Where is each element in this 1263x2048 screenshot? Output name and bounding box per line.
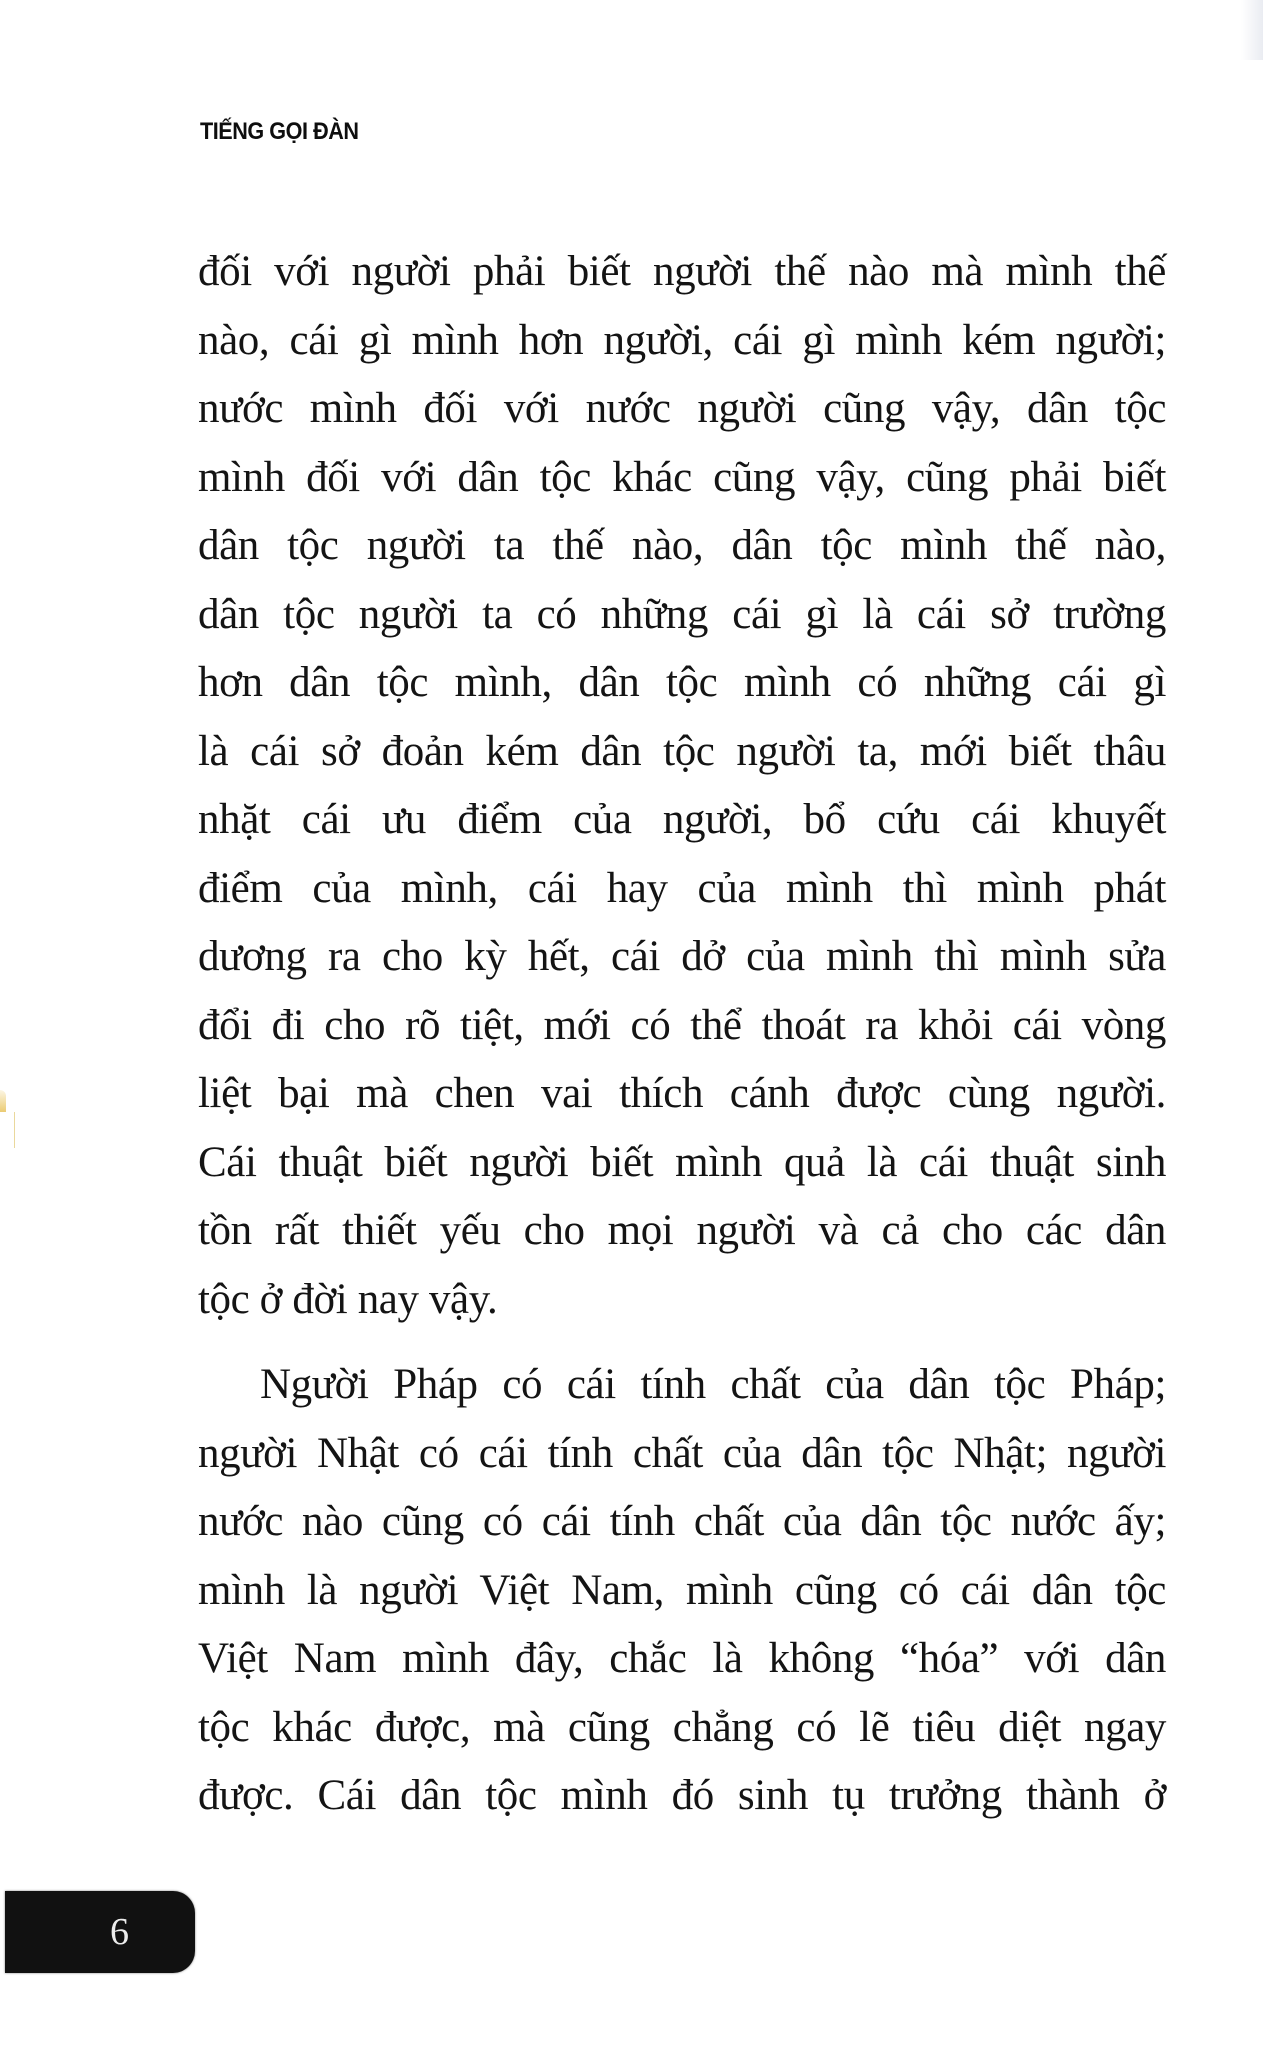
- text-line: Cái thuật biết người biết mình quả là cái thuật sinh: [198, 1138, 1166, 1186]
- text-line: nhặt cái ưu điểm của người, bổ cứu cái khuyết: [198, 796, 1166, 843]
- text-line: người Nhật có cái tính chất của dân tộc Nhật; người: [198, 1429, 1166, 1477]
- page-number: 6: [110, 1911, 129, 1953]
- text-line: hơn dân tộc mình, dân tộc mình có những cái gì: [198, 659, 1166, 706]
- text-line: nước nào cũng có cái tính chất của dân tộc nước ấy;: [198, 1498, 1166, 1545]
- text-line: dương ra cho kỳ hết, cái dở của mình thì mình sửa: [198, 933, 1166, 980]
- page-number-tab: [5, 1891, 195, 1973]
- text-line: dân tộc người ta có những cái gì là cái sở trường: [198, 590, 1166, 638]
- text-line: Người Pháp có cái tính chất của dân tộc Pháp;: [260, 1361, 1166, 1408]
- text-line: tộc khác được, mà cũng chẳng có lẽ tiêu diệt ngay: [198, 1703, 1166, 1751]
- page-edge-shadow: [1241, 0, 1263, 60]
- edge-line: [14, 1112, 15, 1148]
- text-line: nước mình đối với nước người cũng vậy, dân tộc: [198, 385, 1166, 432]
- body-text: [198, 238, 1166, 1831]
- text-line: nào, cái gì mình hơn người, cái gì mình kém người;: [198, 316, 1166, 364]
- paragraph-gap: [198, 1334, 1166, 1351]
- text-line: tộc ở đời nay vậy.: [198, 1275, 498, 1323]
- page-edge-marks: [0, 1090, 18, 1200]
- text-line: đổi đi cho rõ tiệt, mới có thể thoát ra khỏi cái vòng: [198, 1001, 1166, 1049]
- running-head: TIẾNG GỌI ĐÀN: [200, 118, 359, 145]
- paragraph-2: [198, 1351, 1166, 1831]
- text-line: điểm của mình, cái hay của mình thì mình phát: [198, 864, 1166, 912]
- text-line: là cái sở đoản kém dân tộc người ta, mới biết thâu: [198, 727, 1166, 775]
- text-line: mình đối với dân tộc khác cũng vậy, cũng phải biết: [198, 453, 1166, 501]
- text-line: được. Cái dân tộc mình đó sinh tụ trưởng thành ở: [198, 1772, 1166, 1819]
- paragraph-1: [198, 238, 1166, 1334]
- edge-stain: [0, 1090, 6, 1112]
- text-line: đối với người phải biết người thế nào mà mình thế: [198, 248, 1166, 295]
- text-line: liệt bại mà chen vai thích cánh được cùng người.: [198, 1070, 1166, 1117]
- text-line: mình là người Việt Nam, mình cũng có cái dân tộc: [198, 1566, 1166, 1614]
- text-line: Việt Nam mình đây, chắc là không “hóa” với dân: [198, 1635, 1166, 1682]
- text-line: dân tộc người ta thế nào, dân tộc mình thế nào,: [198, 522, 1166, 569]
- text-line: tồn rất thiết yếu cho mọi người và cả cho các dân: [198, 1207, 1166, 1254]
